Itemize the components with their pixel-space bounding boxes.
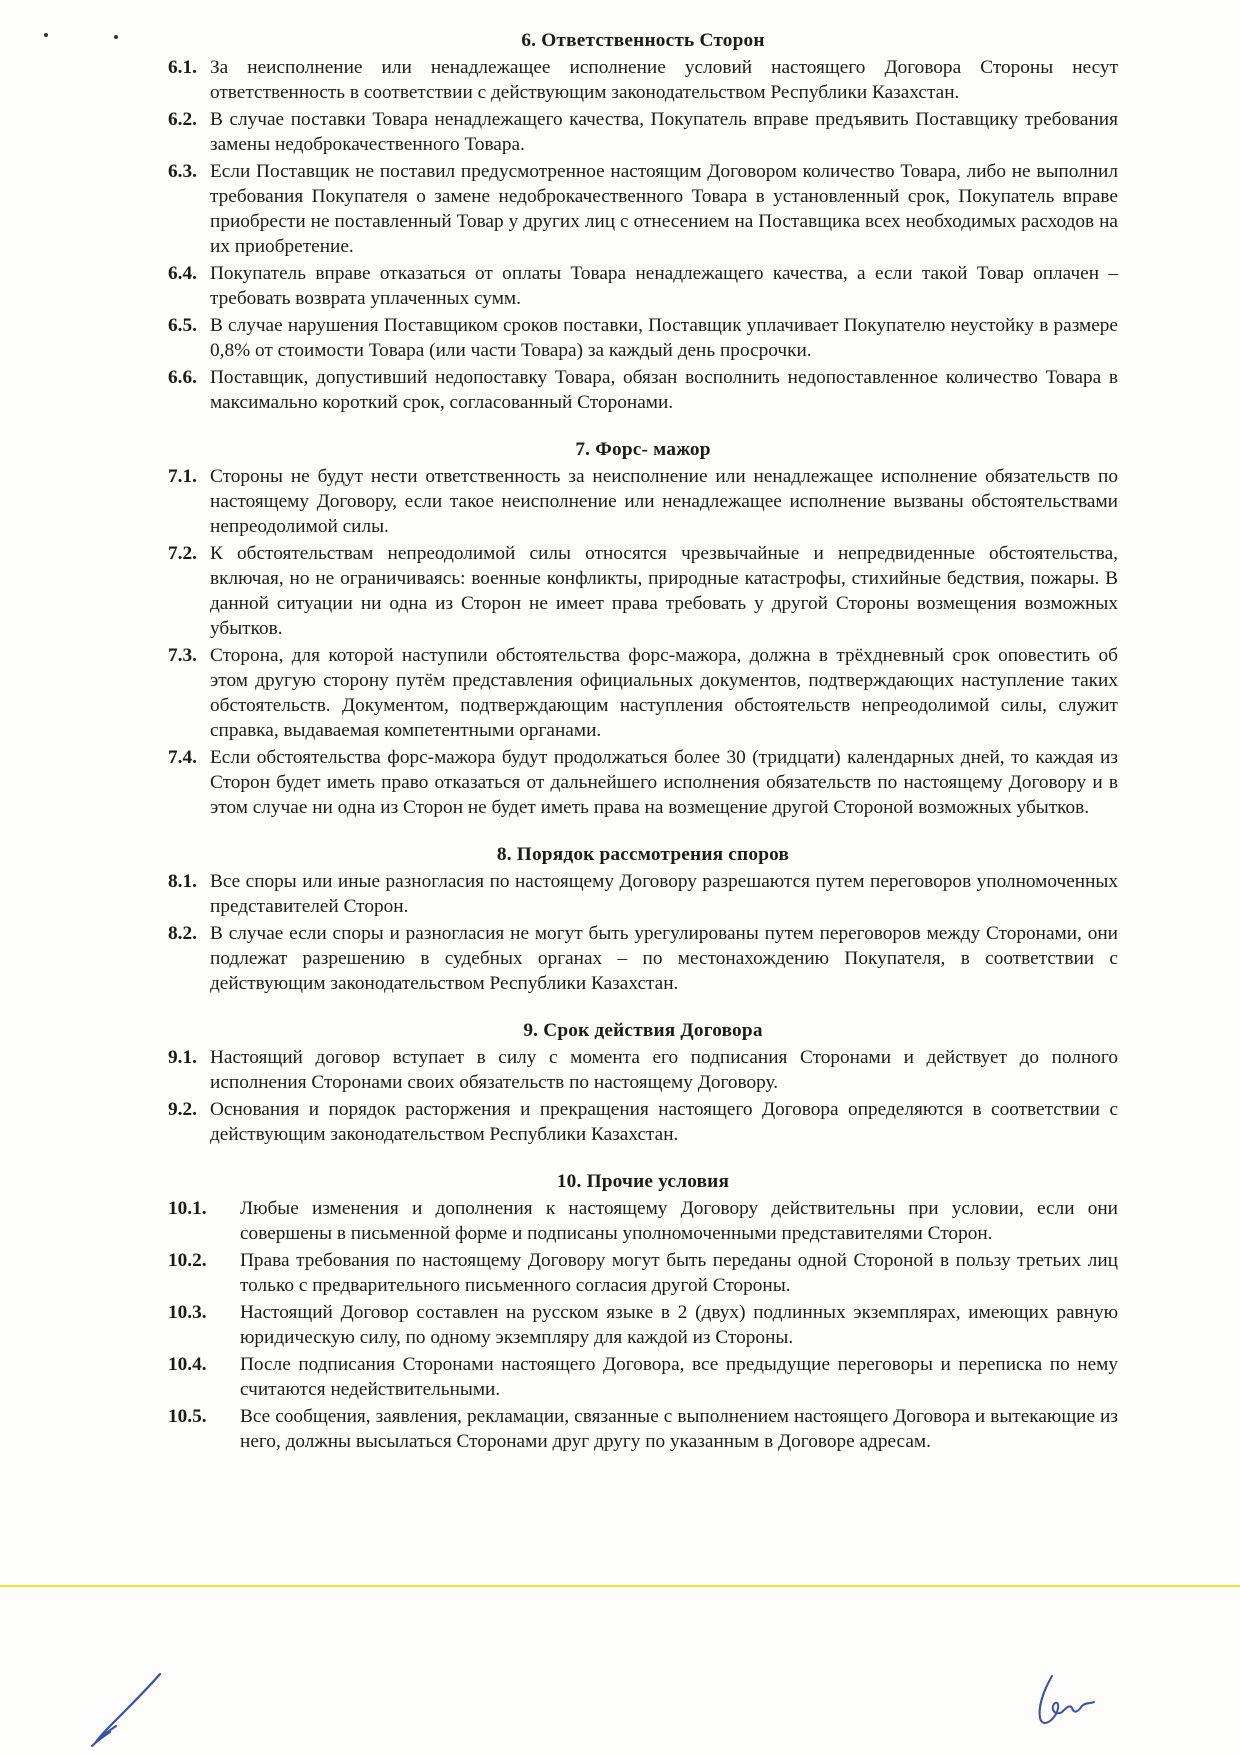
clause xyxy=(168,107,1118,157)
clause xyxy=(168,869,1118,919)
clause-text: Сторона, для которой наступили обстоятельства форс-мажора, должна в трёхдневный срок оповестить об этом другую сторону путём представления официальных документов, подтверждающих наступление таких обстоятельств. Документом, подтверждающим наступления обстоятельств непреодолимой силы, служит справка, выдаваемая компетентными органами. xyxy=(210,645,1118,741)
signature-right xyxy=(1030,1670,1105,1730)
clause xyxy=(168,261,1118,311)
clause-text: Если обстоятельства форс-мажора будут продолжаться более 30 (тридцати) календарных дней, то каждая из Сторон будет иметь право отказаться от дальнейшего исполнения обязательств по настоящему Договору и в этом случае ни одна из Сторон не будет иметь права на возмещение другой Стороной возможных убытков. xyxy=(210,747,1118,818)
clause-number: 9.2. xyxy=(168,1099,197,1120)
clause-number: 10.3. xyxy=(168,1302,207,1323)
clause-number: 7.1. xyxy=(168,466,197,487)
section-title: 7. Форс- мажор xyxy=(575,439,711,460)
clause-text: В случае нарушения Поставщиком сроков поставки, Поставщик уплачивает Покупателю неустойку в размере 0,8% от стоимости Товара (или части Товара) за каждый день просрочки. xyxy=(210,315,1118,361)
clause-text: К обстоятельствам непреодолимой силы относятся чрезвычайные и непредвиденные обстоятельства, включая, но не ограничиваясь: военные конфликты, природные катастрофы, стихийные бедствия, пожары. В данной ситуации ни одна из Сторон не имеет права требовать у другой Стороны возмещения возможных убытков. xyxy=(210,543,1118,639)
clause-text: Права требования по настоящему Договору могут быть переданы одной Стороной в пользу третьих лиц только с предварительного письменного согласия другой Стороны. xyxy=(240,1250,1118,1296)
clause xyxy=(168,159,1118,259)
clause-number: 7.2. xyxy=(168,543,197,564)
section-title: 10. Прочие условия xyxy=(556,1171,730,1192)
section-liability xyxy=(168,28,1118,415)
clause-text: После подписания Сторонами настоящего Договора, все предыдущие переговоры и переписка по нему считаются недействительными. xyxy=(240,1354,1118,1400)
clause-number: 10.4. xyxy=(168,1354,207,1375)
clause xyxy=(168,1300,1118,1350)
clause xyxy=(168,1352,1118,1402)
section-title: 9. Срок действия Договора xyxy=(523,1020,763,1041)
clause xyxy=(168,1248,1118,1298)
clause xyxy=(168,1404,1118,1454)
clause xyxy=(168,1045,1118,1095)
clause-number: 6.3. xyxy=(168,161,197,182)
clause xyxy=(168,541,1118,641)
clause-number: 6.2. xyxy=(168,109,197,130)
clause-text: В случае поставки Товара ненадлежащего качества, Покупатель вправе предъявить Поставщику требования замены недоброкачественного Товара. xyxy=(210,109,1118,155)
section-force-majeure xyxy=(168,437,1118,820)
clause-text: Поставщик, допустивший недопоставку Товара, обязан восполнить недопоставленное количество Товара в максимально короткий срок, согласованный Сторонами. xyxy=(210,367,1118,413)
clause xyxy=(168,313,1118,363)
clause xyxy=(168,643,1118,743)
section-title: 6. Ответственность Сторон xyxy=(521,30,765,51)
clause-text: Если Поставщик не поставил предусмотренное настоящим Договором количество Товара, либо не выполнил требования Покупателя о замене недоброкачественного Товара в установленный срок, Покупатель вправе приобрести не поставленный Товар у других лиц с отнесением на Поставщика всех необходимых расходов на их приобретение. xyxy=(210,161,1118,257)
clause-number: 7.4. xyxy=(168,747,197,768)
clause xyxy=(168,55,1118,105)
clause-number: 6.4. xyxy=(168,263,197,284)
clause-number: 10.2. xyxy=(168,1250,207,1271)
clause-number: 9.1. xyxy=(168,1047,197,1068)
clause-text: За неисполнение или ненадлежащее исполнение условий настоящего Договора Стороны несут ответственность в соответствии с действующим законодательством Республики Казахстан. xyxy=(210,57,1118,103)
clause-text: Основания и порядок расторжения и прекращения настоящего Договора определяются в соответствии с действующим законодательством Республики Казахстан. xyxy=(210,1099,1118,1145)
clause-text: Все сообщения, заявления, рекламации, связанные с выполнением настоящего Договора и вытекающие из него, должны высылаться Сторонами друг другу по указанным в Договоре адресам. xyxy=(240,1406,1118,1452)
clause-text: Стороны не будут нести ответственность за неисполнение или ненадлежащее исполнение обязательств по настоящему Договору, если такое неисполнение или ненадлежащее исполнение вызваны обстоятельствами непреодолимой силы. xyxy=(210,466,1118,537)
section-title: 8. Порядок рассмотрения споров xyxy=(496,844,790,865)
clause-text: Настоящий договор вступает в силу с момента его подписания Сторонами и действует до полного исполнения Сторонами своих обязательств по настоящему Договору. xyxy=(210,1047,1118,1093)
clause xyxy=(168,1097,1118,1147)
scan-speck xyxy=(114,35,118,39)
scan-speck xyxy=(44,33,48,37)
clause-number: 6.6. xyxy=(168,367,197,388)
section-disputes xyxy=(168,842,1118,996)
clause xyxy=(168,464,1118,539)
clause xyxy=(168,365,1118,415)
scan-highlight-line xyxy=(0,1585,1240,1587)
clause-text: В случае если споры и разногласия не могут быть урегулированы путем переговоров между Сторонами, они подлежат разрешению в судебных органах – по местонахождению Покупателя, в соответствии с действующим законодательством Республики Казахстан. xyxy=(210,923,1118,994)
clause-number: 8.2. xyxy=(168,923,197,944)
clause xyxy=(168,921,1118,996)
contract-body xyxy=(168,28,1118,1456)
clause-text: Любые изменения и дополнения к настоящему Договору действительны при условии, если они совершены в письменной форме и подписаны уполномоченными представителями Сторон. xyxy=(240,1198,1118,1244)
clause-number: 6.5. xyxy=(168,315,197,336)
section-other-terms xyxy=(168,1169,1118,1454)
clause-text: Все споры или иные разногласия по настоящему Договору разрешаются путем переговоров уполномоченных представителей Сторон. xyxy=(210,871,1118,917)
clause-number: 7.3. xyxy=(168,645,197,666)
clause-text: Настоящий Договор составлен на русском языке в 2 (двух) подлинных экземплярах, имеющих равную юридическую силу, по одному экземпляру для каждой из Стороны. xyxy=(240,1302,1118,1348)
section-term xyxy=(168,1018,1118,1147)
clause xyxy=(168,1196,1118,1246)
clause-number: 6.1. xyxy=(168,57,197,78)
clause-number: 10.5. xyxy=(168,1406,207,1427)
clause-text: Покупатель вправе отказаться от оплаты Товара ненадлежащего качества, а если такой Товар оплачен – требовать возврата уплаченных сумм. xyxy=(210,263,1118,309)
clause-number: 10.1. xyxy=(168,1198,207,1219)
clause-number: 8.1. xyxy=(168,871,197,892)
clause xyxy=(168,745,1118,820)
signature-left xyxy=(88,1670,168,1748)
